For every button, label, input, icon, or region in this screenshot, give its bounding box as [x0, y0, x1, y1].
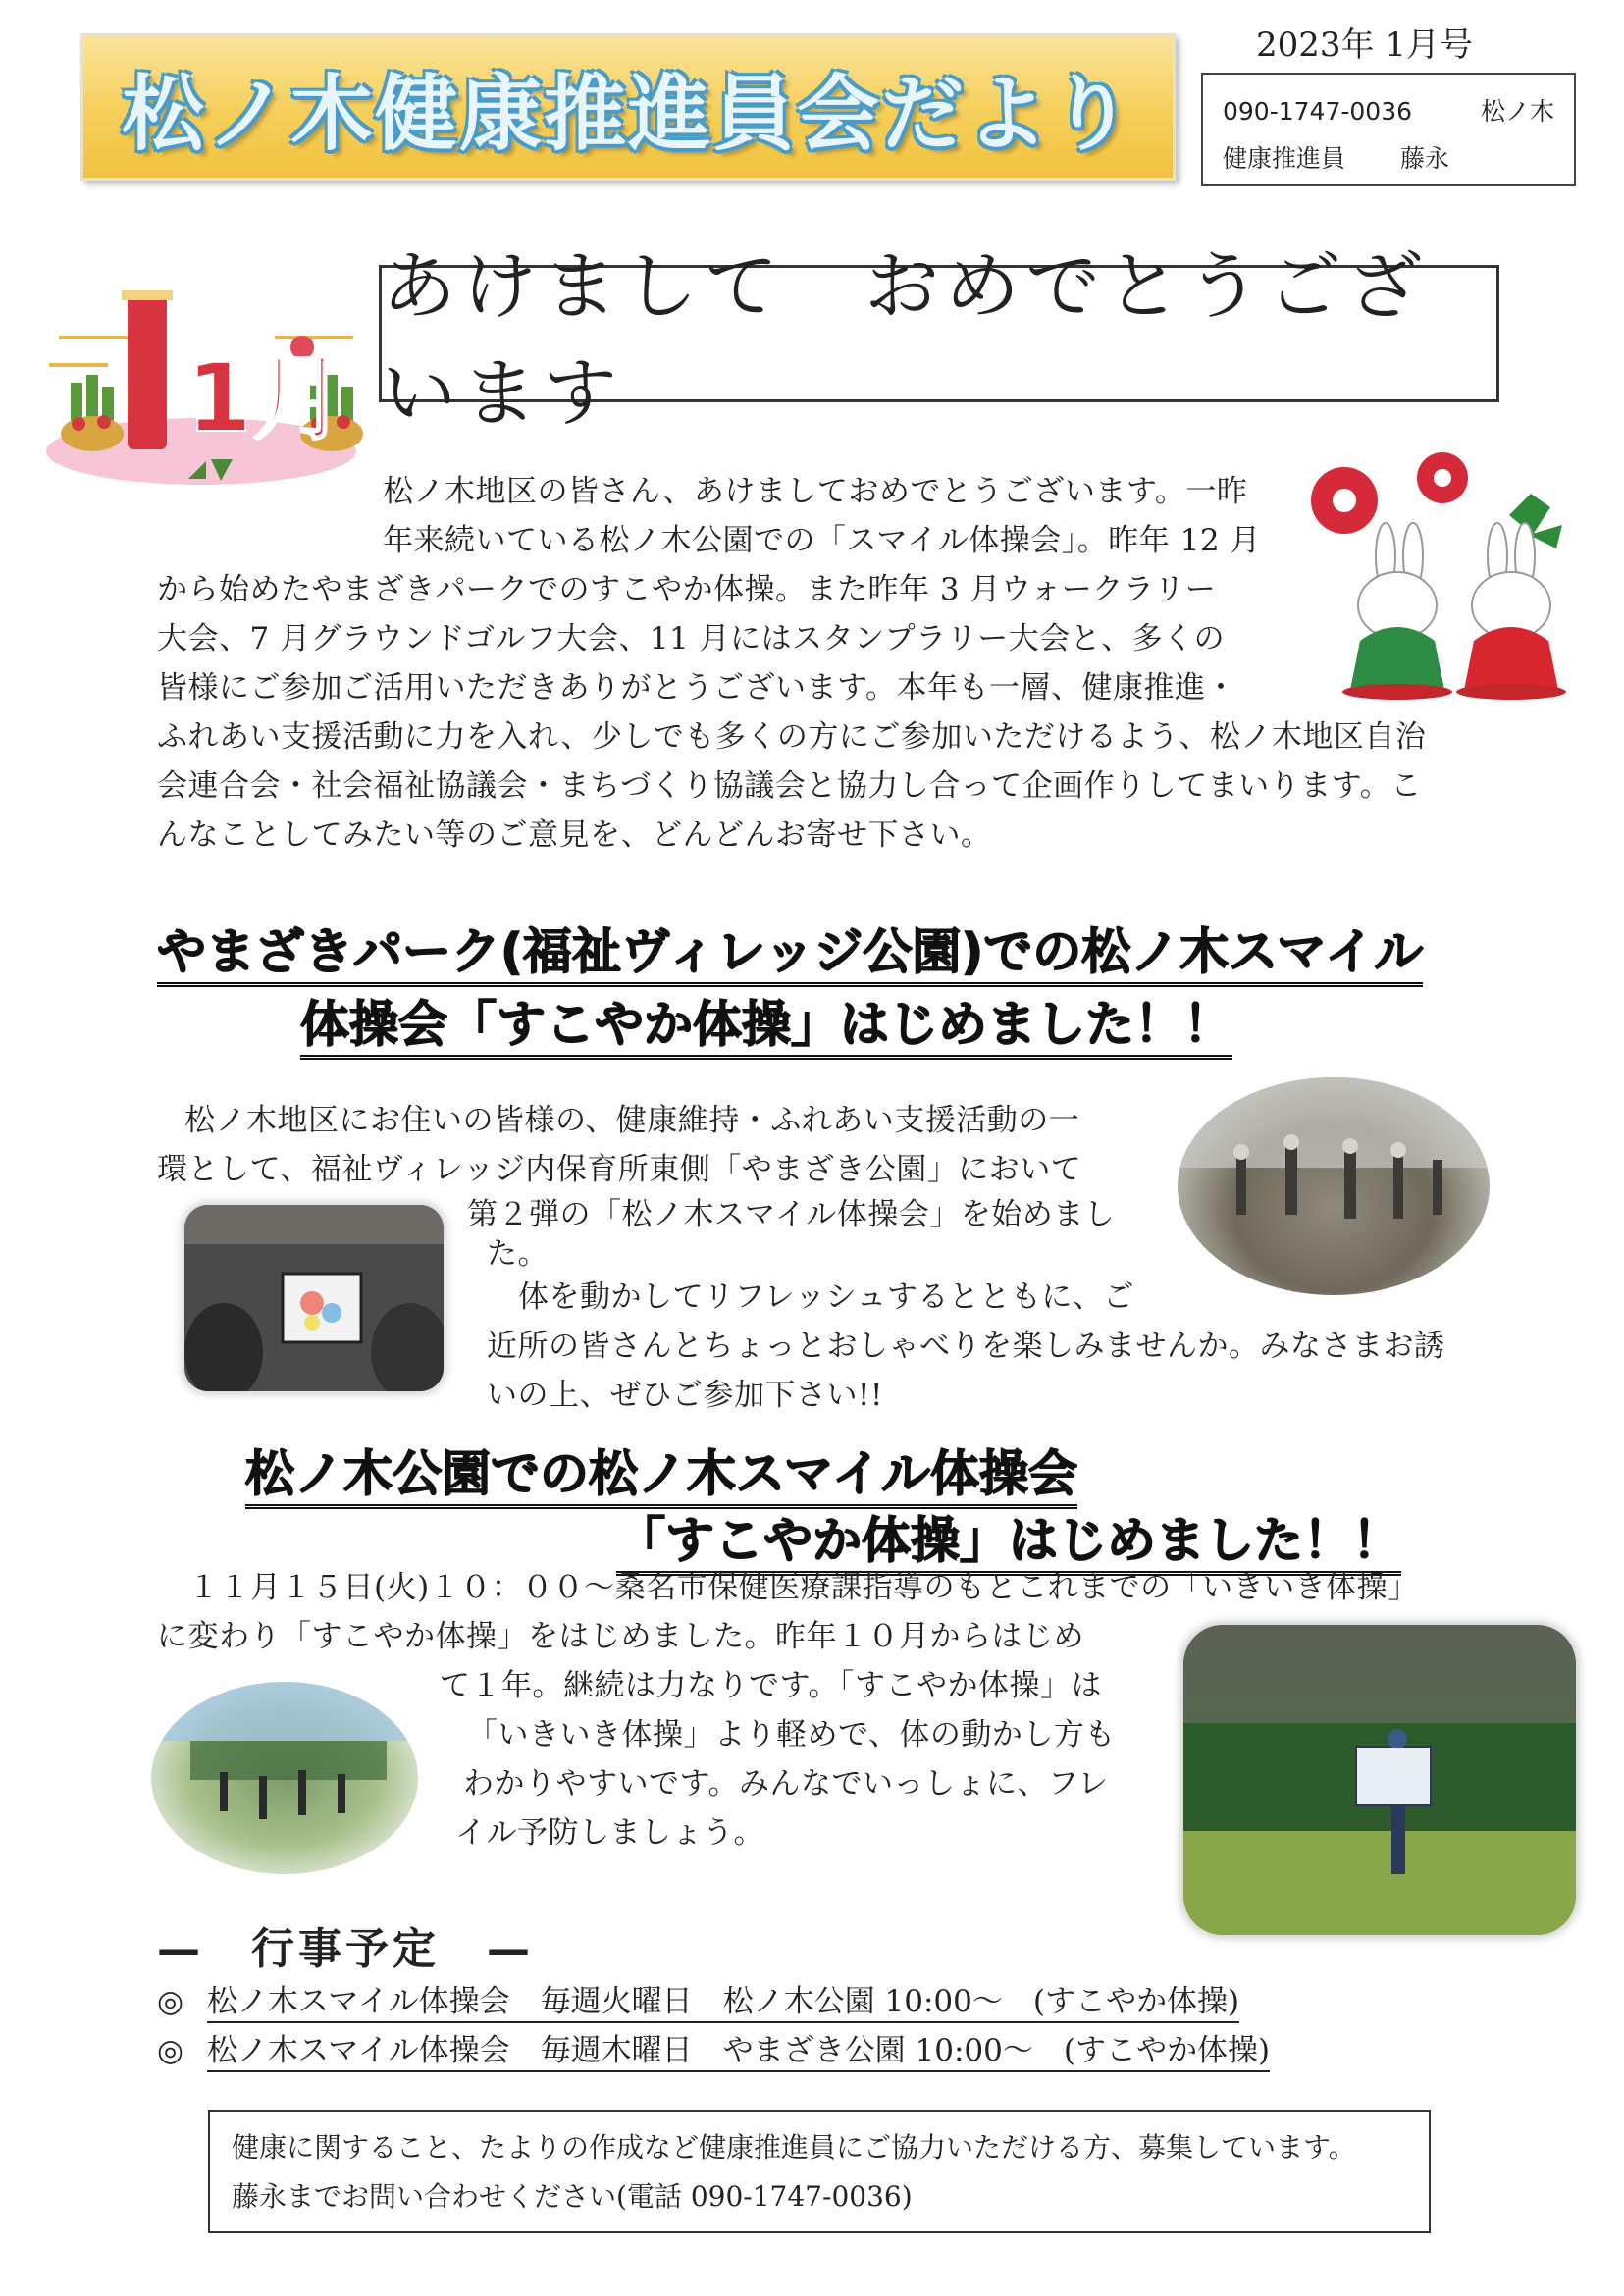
section2-line: わかりやすいです。みんなでいっしょに、フレ [463, 1766, 1109, 1801]
section2-headline-line2: 「すこやか体操」はじめました！！ [616, 1501, 1401, 1572]
section2-line: １１月１５日(火)１０：００～桑名市保健医療課指導のもとこれまでの「いきいき体操」 [188, 1570, 1419, 1605]
section1-headline-line2: 体操会「すこやか体操」はじめました！！ [300, 985, 1232, 1056]
greeting-line: ふれあい支援活動に力を入れ、少しでも多くの方にご参加いただけるよう、松ノ木地区自治 [157, 719, 1427, 755]
greeting-body [157, 467, 1426, 860]
contact-phone: 090-1747-0036 [1223, 97, 1413, 126]
section1-line: 第２弾の「松ノ木スマイル体操会」を始めまし [467, 1197, 1116, 1232]
section1-line: た。 [487, 1236, 549, 1272]
section1-line: 松ノ木地区にお住いの皆様の、健康維持・ふれあい支援活動の一 [184, 1103, 1080, 1138]
schedule-bullet: ◎ [157, 1984, 184, 2019]
recruitment-line: 藤永までお問い合わせください(電話 090-1747-0036) [232, 2180, 913, 2213]
greeting-line: んなことしてみたい等のご意見を、どんどんお寄せ下さい。 [157, 817, 992, 853]
schedule-bullet: ◎ [157, 2033, 184, 2068]
schedule-title: — 行事予定 — [157, 1924, 534, 1974]
section2-line: イル予防しましょう。 [455, 1815, 764, 1851]
schedule-item-text: 松ノ木スマイル体操会 毎週火曜日 松ノ木公園 10:00～ (すこやか体操) [207, 1984, 1239, 2023]
section1-line: いの上、ぜひご参加下さい!! [487, 1378, 883, 1413]
january-label: 1月 [186, 343, 346, 453]
section1-line: 近所の皆さんとちょっとおしゃべりを楽しみませんか。みなさまお誘 [487, 1329, 1445, 1364]
section1-line: 環として、福祉ヴィレッジ内保育所東側「やまざき公園」において [157, 1152, 1082, 1187]
january-illustration [39, 285, 363, 491]
section1-headline-line1: やまざきパーク(福祉ヴィレッジ公園)での松ノ木スマイル [157, 913, 1423, 983]
section1-line: 体を動かしてリフレッシュするとともに、ご [518, 1279, 1134, 1315]
contact-role: 健康推進員 [1223, 144, 1346, 173]
newsletter-masthead [80, 33, 1176, 181]
section2-body [157, 1563, 1419, 1857]
greeting-line: 皆様にご参加ご活用いただきありがとうございます。本年も一層、健康推進・ [157, 670, 1237, 705]
schedule-item [157, 1976, 1239, 2020]
section2-line: 「いきいき体操」より軽めで、体の動かし方も [467, 1717, 1116, 1752]
section2-headline-line1: 松ノ木公園での松ノ木スマイル体操会 [245, 1435, 1077, 1505]
schedule-item-text: 松ノ木スマイル体操会 毎週木曜日 やまざき公園 10:00～ (すこやか体操) [207, 2033, 1270, 2072]
recruitment-line: 健康に関すること、たよりの作成など健康推進員にご協力いただける方、募集しています。 [232, 2131, 1356, 2164]
contact-name: 藤永 [1400, 144, 1450, 173]
greeting-title: あけまして おめでとうございます [382, 242, 1428, 437]
greeting-line: 大会、7 月グラウンドゴルフ大会、11 月にはスタンプラリー大会と、多くの [157, 621, 1226, 656]
greeting-line: 会連合会・社会福祉協議会・まちづくり協議会と協力し合って企画作りしてまいります。こ [157, 768, 1422, 804]
newsletter-title: 松ノ木健康推進員会だより [121, 65, 1134, 162]
contact-area: 松ノ木 [1480, 97, 1554, 126]
section1-body [157, 1096, 1445, 1420]
issue-date: 2023年 1月号 [1256, 26, 1473, 65]
section2-line: に変わり「すこやか体操」をはじめました。昨年１０月からはじめ [157, 1619, 1084, 1654]
schedule-item [157, 2025, 1270, 2069]
greeting-line: から始めたやまざきパークでのすこやか体操。また昨年 3 月ウォークラリー [157, 572, 1217, 607]
contact-box [1201, 73, 1576, 186]
greeting-line: 松ノ木地区の皆さん、あけましておめでとうございます。一昨 [383, 474, 1248, 509]
recruitment-notice [208, 2110, 1431, 2233]
greeting-line: 年来続いている松ノ木公園での「スマイル体操会」。昨年 12 月 [383, 523, 1261, 558]
greeting-title-box [379, 242, 1499, 437]
section2-line: て１年。継続は力なりです。「すこやか体操」は [440, 1668, 1103, 1703]
